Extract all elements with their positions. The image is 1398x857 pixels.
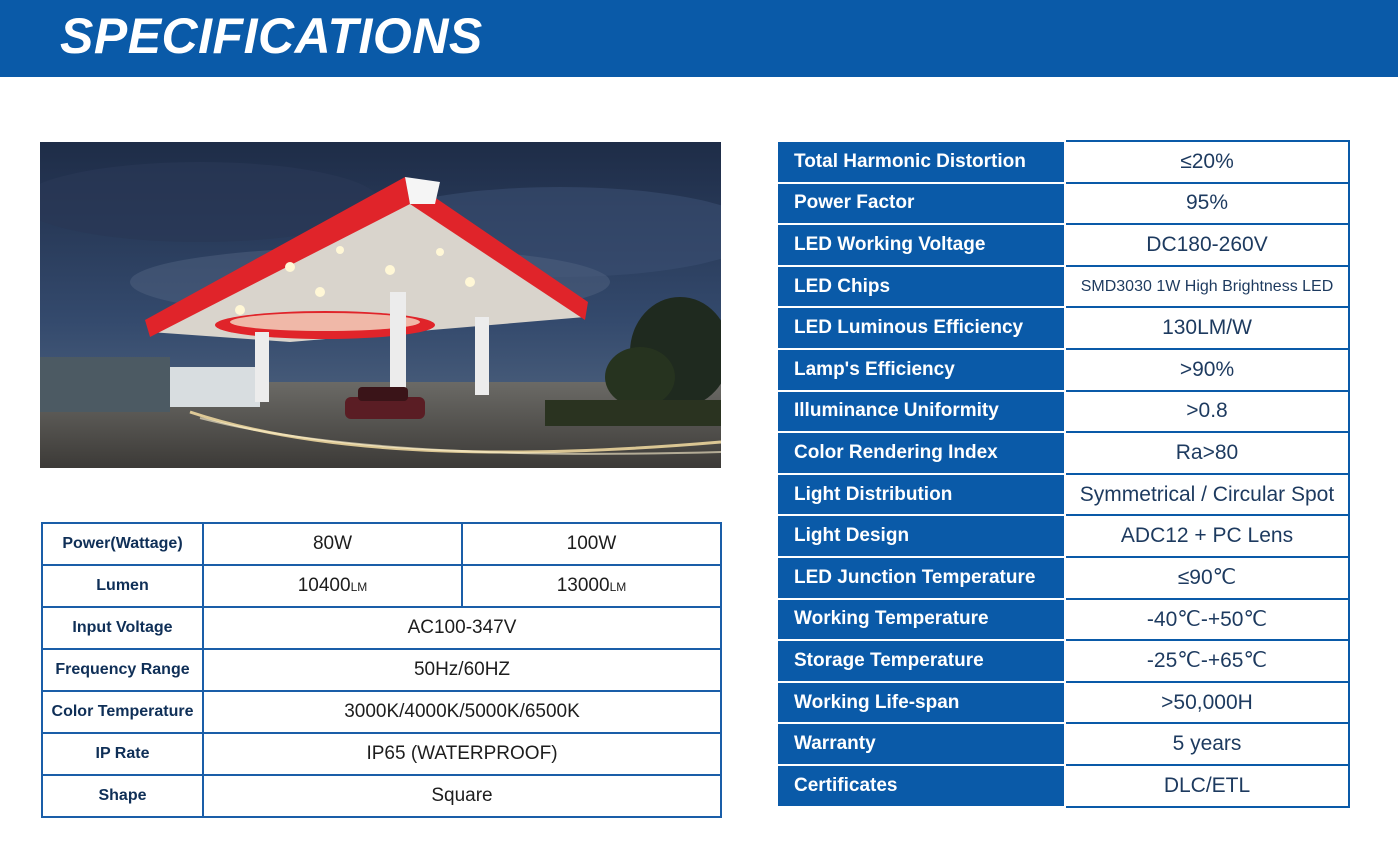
table-row (779, 307, 1349, 349)
row-label: LED Luminous Efficiency (779, 307, 1065, 349)
row-label: Total Harmonic Distortion (779, 141, 1065, 183)
table-row (779, 183, 1349, 225)
row-label: Storage Temperature (779, 640, 1065, 682)
cell-value: -40℃-+50℃ (1065, 599, 1349, 641)
table-row (779, 432, 1349, 474)
cell-value: 80W (203, 523, 462, 565)
cell-value: >90% (1065, 349, 1349, 391)
cell-value: IP65 (WATERPROOF) (203, 733, 721, 775)
table-row (42, 775, 721, 817)
table-row (779, 682, 1349, 724)
cell-value: 3000K/4000K/5000K/6500K (203, 691, 721, 733)
row-label: Working Temperature (779, 599, 1065, 641)
table-row (779, 515, 1349, 557)
row-label: Color Temperature (42, 691, 203, 733)
cell-value: 50Hz/60HZ (203, 649, 721, 691)
cell-value: ≤90℃ (1065, 557, 1349, 599)
table-row (779, 266, 1349, 308)
table-row (42, 733, 721, 775)
row-label: Certificates (779, 765, 1065, 807)
gas-station-photo (40, 142, 721, 468)
header-banner (0, 0, 1398, 77)
cell-value: >50,000H (1065, 682, 1349, 724)
table-row (779, 599, 1349, 641)
row-label: LED Chips (779, 266, 1065, 308)
cell-value: 5 years (1065, 723, 1349, 765)
row-label: Illuminance Uniformity (779, 391, 1065, 433)
cell-value: Symmetrical / Circular Spot (1065, 474, 1349, 516)
row-label: Light Design (779, 515, 1065, 557)
table-row (779, 349, 1349, 391)
row-label: IP Rate (42, 733, 203, 775)
cell-value: ADC12 + PC Lens (1065, 515, 1349, 557)
row-label: Lumen (42, 565, 203, 607)
row-label: Power(Wattage) (42, 523, 203, 565)
row-label: Light Distribution (779, 474, 1065, 516)
unit-label: LM (350, 580, 368, 594)
table-row (779, 474, 1349, 516)
row-label: Shape (42, 775, 203, 817)
basic-spec-table (41, 522, 722, 818)
row-label: LED Junction Temperature (779, 557, 1065, 599)
table-row (779, 723, 1349, 765)
row-label: LED Working Voltage (779, 224, 1065, 266)
table-row (779, 640, 1349, 682)
cell-value: SMD3030 1W High Brightness LED (1065, 266, 1349, 308)
cell-value: DLC/ETL (1065, 765, 1349, 807)
cell-value: 130LM/W (1065, 307, 1349, 349)
table-row (42, 691, 721, 733)
cell-value: Ra>80 (1065, 432, 1349, 474)
cell-value: 13000LM (462, 565, 721, 607)
row-label: Color Rendering Index (779, 432, 1065, 474)
detailed-spec-table (778, 140, 1350, 808)
cell-value: DC180-260V (1065, 224, 1349, 266)
table-row (42, 523, 721, 565)
page-title: SPECIFICATIONS (60, 8, 483, 64)
cell-value: -25℃-+65℃ (1065, 640, 1349, 682)
cell-value: 100W (462, 523, 721, 565)
cell-value: 95% (1065, 183, 1349, 225)
row-label: Lamp's Efficiency (779, 349, 1065, 391)
unit-label: LM (609, 580, 627, 594)
table-row (779, 557, 1349, 599)
cell-value: Square (203, 775, 721, 817)
row-label: Input Voltage (42, 607, 203, 649)
row-label: Warranty (779, 723, 1065, 765)
cell-value: ≤20% (1065, 141, 1349, 183)
table-row (779, 765, 1349, 807)
cell-value: >0.8 (1065, 391, 1349, 433)
table-row (779, 141, 1349, 183)
table-row (42, 649, 721, 691)
table-row (779, 224, 1349, 266)
row-label: Power Factor (779, 183, 1065, 225)
table-row (779, 391, 1349, 433)
row-label: Working Life-span (779, 682, 1065, 724)
cell-value: AC100-347V (203, 607, 721, 649)
table-row (42, 565, 721, 607)
cell-value: 10400LM (203, 565, 462, 607)
row-label: Frequency Range (42, 649, 203, 691)
table-row (42, 607, 721, 649)
